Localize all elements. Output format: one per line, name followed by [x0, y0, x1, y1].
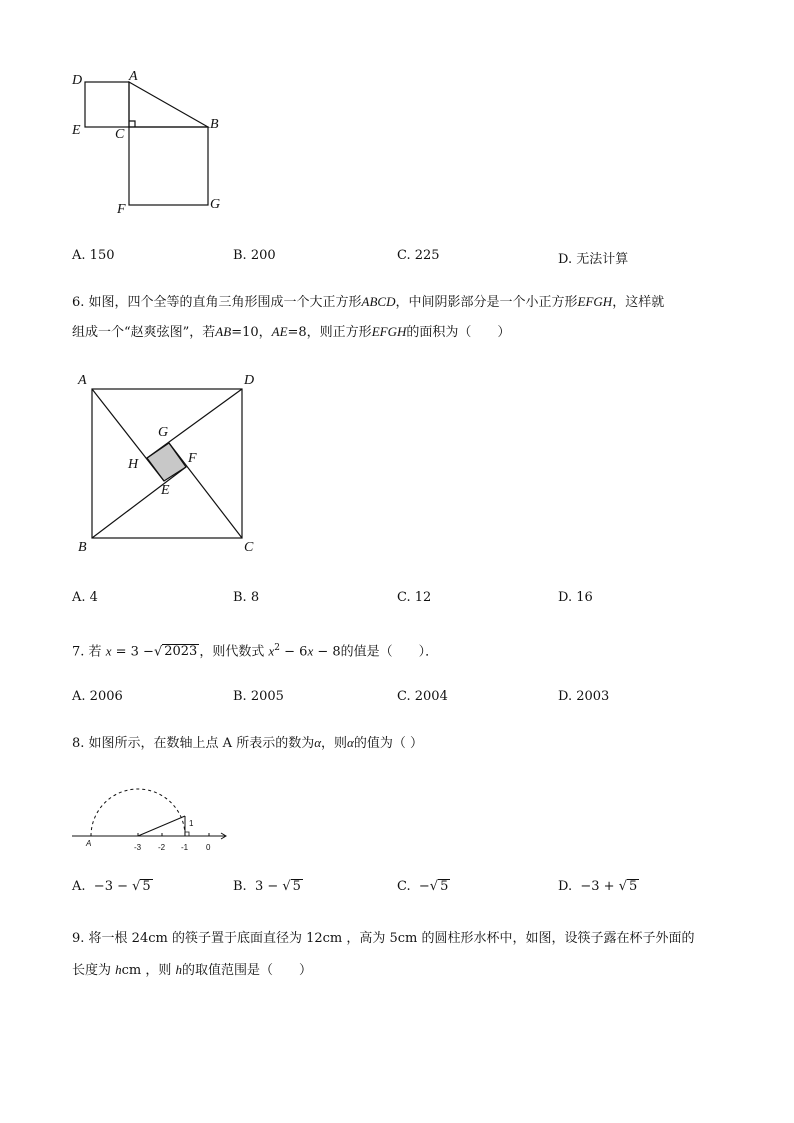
q8-label-zero: 0 [206, 843, 211, 852]
fig6-label-c: C [244, 540, 254, 555]
q8-stem: 8. 如图所示，在数轴上点 A 所表示的数为α，则α的值为（ ） [72, 735, 424, 751]
q5-option-d[interactable]: D. 无法计算 [558, 252, 629, 267]
q8-option-b[interactable]: B. 3 − √ 5 [233, 879, 301, 894]
q6-option-d[interactable]: D. 16 [558, 590, 593, 605]
fig6-label-b: B [78, 540, 87, 555]
fig5-label-g: G [210, 197, 221, 212]
fig6-label-a: A [78, 373, 87, 388]
fig6-label-f: F [188, 451, 197, 466]
q6-stem-line1: 6. 如图，四个全等的直角三角形围成一个大正方形ABCD，中间阴影部分是一个小正方形EFGH，这样就 [72, 294, 665, 310]
q6-option-a[interactable]: A. 4 [72, 590, 98, 605]
fig5-label-b: B [210, 117, 219, 132]
q8-label-m3: -3 [134, 843, 142, 852]
fig5-label-e: E [72, 123, 81, 138]
q8-label-m1: -1 [181, 843, 189, 852]
q8-label-m2: -2 [158, 843, 166, 852]
q7-radical: 2023 [164, 644, 198, 660]
fig5-label-f: F [117, 202, 126, 217]
q5-option-a[interactable]: A. 150 [72, 248, 115, 263]
q6-option-b[interactable]: B. 8 [233, 590, 260, 605]
right-angle-mark-q8 [185, 832, 189, 836]
q7-option-d[interactable]: D. 2003 [558, 689, 610, 704]
fig6-label-d: D [244, 373, 255, 388]
q9-stem-line1: 9. 将一根 24cm 的筷子置于底面直径为 12cm ，高为 5cm 的圆柱形水杯中，如图，设筷子露在杯子外面的 [72, 931, 695, 946]
q8-option-d[interactable]: D. −3 + √ 5 [558, 879, 638, 894]
q5-option-c[interactable]: C. 225 [397, 248, 440, 263]
q7-option-c[interactable]: C. 2004 [397, 689, 448, 704]
q6-stem-line2: 组成一个“赵爽弦图”，若AB=10，AE=8，则正方形EFGH的面积为（ ） [72, 324, 511, 340]
q8-option-c[interactable]: C. −√ 5 [397, 879, 449, 894]
q5-option-b[interactable]: B. 200 [233, 248, 276, 263]
fig6-label-h: H [128, 457, 139, 472]
q8-option-a[interactable]: A. −3 − √ 5 [72, 879, 151, 894]
q6-option-c[interactable]: C. 12 [397, 590, 432, 605]
q8-label-one: 1 [189, 819, 194, 828]
q7-stem: 7. 若 x = 3 −√ 2023 ，则代数式 $x^2 - 6x - 8$的值是（ ）． [72, 643, 439, 660]
q8-label-a: A [86, 839, 92, 848]
fig5-label-d: D [72, 73, 83, 88]
fig5-label-c: C [115, 127, 125, 142]
q7-option-a[interactable]: A. 2006 [72, 689, 123, 704]
fig6-label-g: G [158, 425, 169, 440]
dashed-arc [91, 789, 185, 836]
q7-option-b[interactable]: B. 2005 [233, 689, 284, 704]
fig6-label-e: E [161, 483, 170, 498]
q9-stem-line2: 长度为 hcm ，则 h的取值范围是（ ） [72, 962, 313, 978]
fig5-label-a: A [129, 69, 138, 84]
